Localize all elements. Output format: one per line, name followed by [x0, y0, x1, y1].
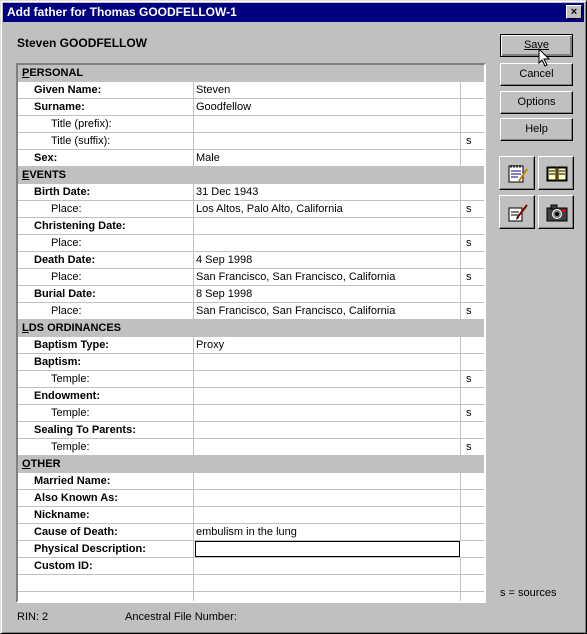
section-title: PERSONAL	[22, 67, 84, 79]
field-value[interactable]: 8 Sep 1998	[194, 286, 461, 302]
field-row[interactable]	[18, 218, 484, 235]
field-row[interactable]	[18, 82, 484, 99]
mouse-cursor-icon	[538, 48, 552, 68]
source-indicator[interactable]: s	[466, 237, 472, 249]
field-label: Temple:	[18, 371, 194, 387]
field-value[interactable]: Steven	[194, 82, 461, 98]
source-indicator[interactable]	[461, 473, 484, 489]
source-indicator[interactable]	[461, 541, 484, 557]
field-label: Place:	[18, 303, 194, 319]
multimedia-button[interactable]	[538, 195, 574, 229]
field-row[interactable]	[18, 405, 484, 422]
field-value[interactable]	[194, 354, 461, 370]
field-value[interactable]	[194, 575, 461, 591]
sources-legend: s = sources	[500, 587, 557, 599]
field-value[interactable]	[194, 371, 461, 387]
field-value[interactable]: embulism in the lung	[194, 524, 461, 540]
field-label: Sealing To Parents:	[18, 422, 194, 438]
field-row[interactable]	[18, 422, 484, 439]
field-label: Physical Description:	[18, 541, 194, 557]
individual-data-grid	[16, 63, 486, 603]
options-button[interactable]: Options	[500, 91, 573, 114]
field-value[interactable]	[194, 507, 461, 523]
source-indicator[interactable]	[461, 116, 484, 132]
field-label: Married Name:	[18, 473, 194, 489]
field-label: Death Date:	[18, 252, 194, 268]
section-header	[18, 167, 484, 184]
field-value[interactable]: 31 Dec 1943	[194, 184, 461, 200]
field-label: Sex:	[18, 150, 194, 166]
field-label: Endowment:	[18, 388, 194, 404]
field-row[interactable]	[18, 507, 484, 524]
field-label: Temple:	[18, 439, 194, 455]
field-row[interactable]	[18, 303, 484, 320]
field-value[interactable]	[194, 592, 461, 603]
field-label: Title (suffix):	[18, 133, 194, 149]
field-row[interactable]	[18, 235, 484, 252]
field-value[interactable]: San Francisco, San Francisco, California	[194, 269, 461, 285]
notes-edit-icon	[507, 163, 529, 185]
field-row[interactable]	[18, 133, 484, 150]
field-value[interactable]	[194, 422, 461, 438]
field-value[interactable]: Male	[194, 150, 461, 166]
field-value[interactable]	[194, 558, 461, 574]
rin-status: RIN: 2	[17, 611, 49, 623]
source-indicator[interactable]	[461, 388, 484, 404]
section-header	[18, 320, 484, 337]
field-value[interactable]	[194, 473, 461, 489]
field-label: Surname:	[18, 99, 194, 115]
field-value[interactable]	[194, 388, 461, 404]
field-label: Given Name:	[18, 82, 194, 98]
section-title-accel: L	[22, 322, 29, 334]
ancestral-file-number-label: Ancestral File Number:	[125, 611, 237, 623]
field-label: Custom ID:	[18, 558, 194, 574]
field-label: Birth Date:	[18, 184, 194, 200]
field-row[interactable]	[18, 371, 484, 388]
source-indicator[interactable]	[461, 422, 484, 438]
field-row[interactable]	[18, 116, 484, 133]
save-button-label: Save	[523, 39, 550, 51]
notes-button[interactable]	[499, 156, 535, 190]
field-value[interactable]	[194, 218, 461, 234]
source-indicator[interactable]	[461, 82, 484, 98]
source-indicator[interactable]	[461, 286, 484, 302]
source-indicator[interactable]	[461, 252, 484, 268]
active-field-input[interactable]	[195, 541, 460, 557]
field-row[interactable]	[18, 388, 484, 405]
sources-book-button[interactable]	[538, 156, 574, 190]
field-row[interactable]	[18, 99, 484, 116]
close-button[interactable]: ×	[566, 5, 582, 19]
source-indicator[interactable]	[461, 337, 484, 353]
field-label	[18, 592, 194, 603]
field-row[interactable]	[18, 575, 484, 592]
field-value[interactable]	[194, 116, 461, 132]
field-row[interactable]	[18, 592, 484, 603]
section-title-accel: P	[22, 67, 30, 79]
save-button[interactable]	[500, 34, 573, 57]
field-row[interactable]	[18, 286, 484, 303]
field-row[interactable]	[18, 269, 484, 286]
section-title: EVENTS	[22, 169, 67, 181]
field-row[interactable]	[18, 473, 484, 490]
field-label	[18, 575, 194, 591]
source-indicator[interactable]: s	[466, 305, 472, 317]
field-value[interactable]: San Francisco, San Francisco, California	[194, 303, 461, 319]
source-indicator[interactable]	[461, 99, 484, 115]
field-row[interactable]	[18, 439, 484, 456]
field-row[interactable]	[18, 524, 484, 541]
field-label: Title (prefix):	[18, 116, 194, 132]
section-title-accel: E	[22, 169, 30, 181]
source-indicator[interactable]: s	[466, 271, 472, 283]
source-indicator[interactable]: s	[466, 373, 472, 385]
source-indicator[interactable]	[461, 184, 484, 200]
edit-note-button[interactable]	[499, 195, 535, 229]
source-indicator[interactable]	[461, 150, 484, 166]
field-label: Baptism:	[18, 354, 194, 370]
section-header	[18, 65, 484, 82]
source-indicator[interactable]	[461, 354, 484, 370]
field-row[interactable]	[18, 201, 484, 218]
field-label: Place:	[18, 269, 194, 285]
source-indicator[interactable]	[461, 558, 484, 574]
camera-icon	[546, 202, 568, 224]
field-row[interactable]	[18, 490, 484, 507]
field-label: Also Known As:	[18, 490, 194, 506]
source-indicator[interactable]	[461, 490, 484, 506]
field-value[interactable]	[194, 439, 461, 455]
source-indicator[interactable]: s	[466, 441, 472, 453]
cancel-button[interactable]: Cancel	[500, 63, 573, 86]
title-bar[interactable]	[3, 3, 584, 22]
field-row[interactable]	[18, 541, 484, 558]
field-row[interactable]	[18, 252, 484, 269]
book-icon	[546, 163, 568, 185]
field-row[interactable]	[18, 558, 484, 575]
field-row[interactable]	[18, 184, 484, 201]
source-indicator[interactable]	[461, 218, 484, 234]
help-button[interactable]: Help	[500, 118, 573, 141]
field-value[interactable]: 4 Sep 1998	[194, 252, 461, 268]
section-header	[18, 456, 484, 473]
window-title: Add father for Thomas GOODFELLOW-1	[7, 5, 237, 19]
source-indicator[interactable]: s	[466, 203, 472, 215]
source-indicator[interactable]	[461, 507, 484, 523]
field-row[interactable]	[18, 150, 484, 167]
field-row[interactable]	[18, 354, 484, 371]
section-title-accel: O	[22, 458, 31, 470]
section-title: LDS ORDINANCES	[22, 322, 122, 334]
field-label: Baptism Type:	[18, 337, 194, 353]
field-value[interactable]	[194, 405, 461, 421]
field-label: Christening Date:	[18, 218, 194, 234]
field-label: Place:	[18, 201, 194, 217]
source-indicator[interactable]	[461, 592, 484, 603]
field-label: Cause of Death:	[18, 524, 194, 540]
field-value[interactable]	[194, 490, 461, 506]
field-label: Temple:	[18, 405, 194, 421]
field-label: Burial Date:	[18, 286, 194, 302]
source-indicator[interactable]	[461, 575, 484, 591]
field-value[interactable]	[194, 235, 461, 251]
field-value[interactable]: Goodfellow	[194, 99, 461, 115]
section-title: OTHER	[22, 458, 61, 470]
field-value[interactable]: Los Altos, Palo Alto, California	[194, 201, 461, 217]
field-row[interactable]	[18, 337, 484, 354]
pencil-note-icon	[507, 202, 529, 224]
source-indicator[interactable]	[461, 524, 484, 540]
person-name-heading: Steven GOODFELLOW	[17, 36, 148, 50]
field-label: Place:	[18, 235, 194, 251]
source-indicator[interactable]: s	[466, 407, 472, 419]
field-value[interactable]	[194, 133, 461, 149]
field-label: Nickname:	[18, 507, 194, 523]
source-indicator[interactable]: s	[466, 135, 472, 147]
field-value[interactable]: Proxy	[194, 337, 461, 353]
